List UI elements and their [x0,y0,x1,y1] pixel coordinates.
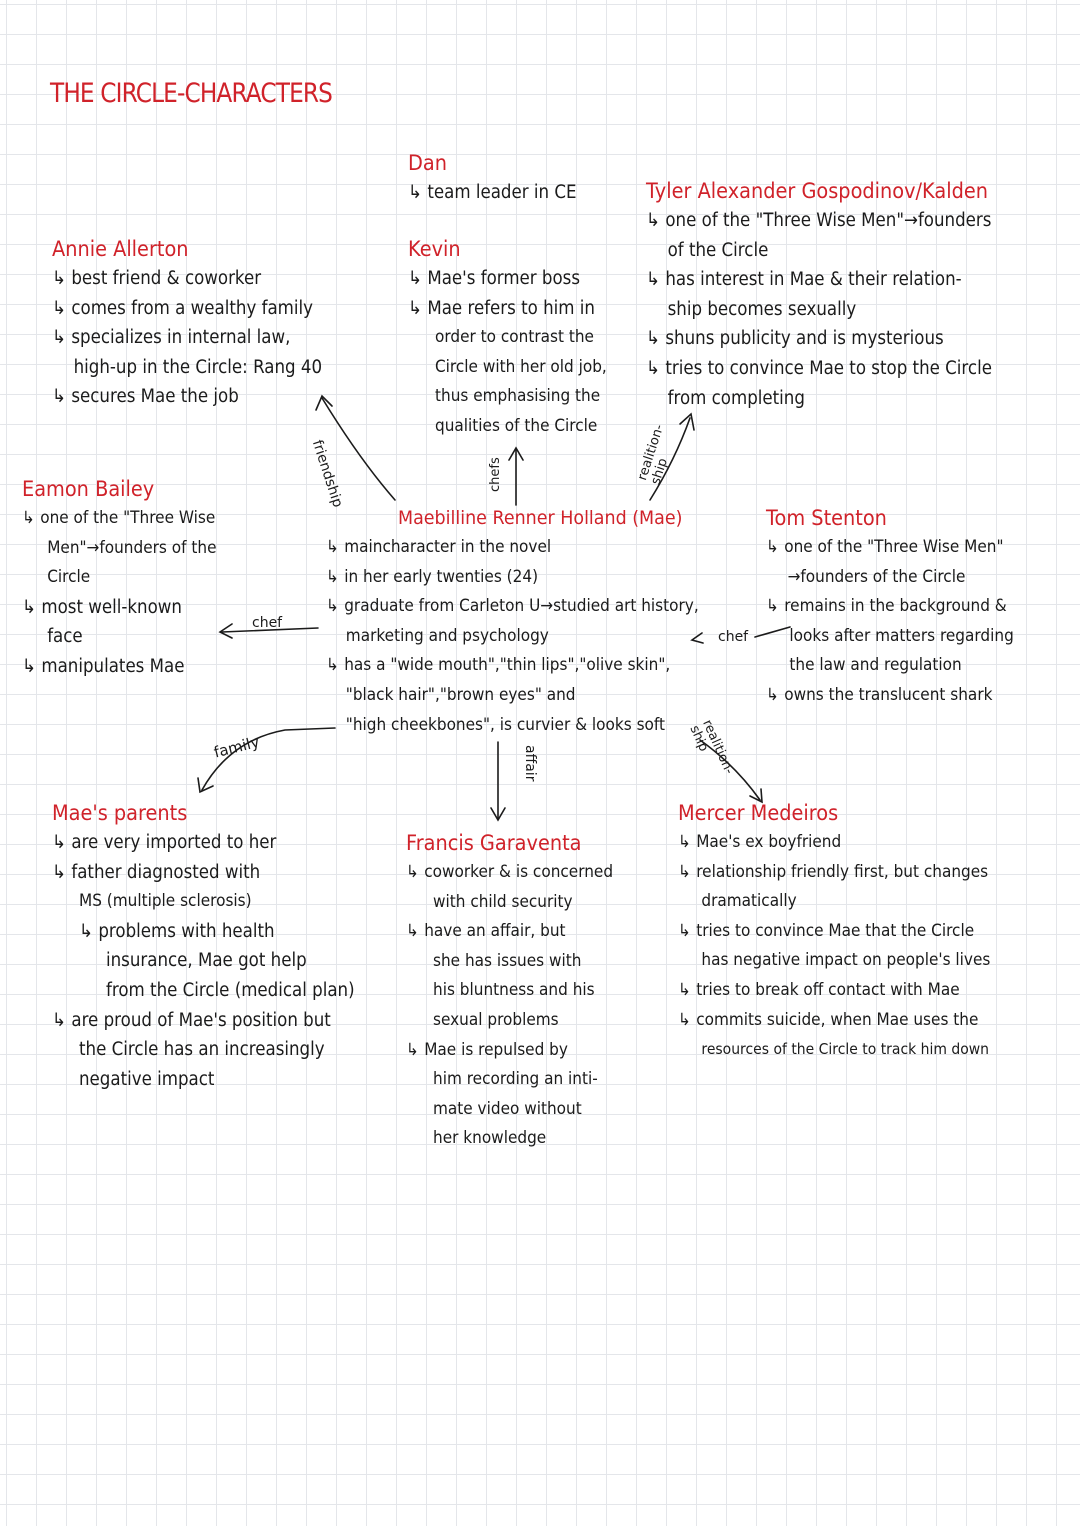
character-line: mate video without [433,1098,582,1119]
character-line: ↳ maincharacter in the novel [326,537,552,557]
character-line: →founders of the Circle [787,566,966,587]
character-name: Annie Allerton [52,237,189,261]
character-line: the Circle has an increasingly [79,1039,325,1061]
character-line: sexual problems [433,1009,559,1030]
character-line: ↳ has interest in Mae & their relation- [646,269,962,291]
arrow-icon: ↳ [766,596,779,617]
arrow-icon: ↳ [52,1009,66,1031]
character-line: Circle [47,567,91,588]
character-line: ↳ remains in the background & [766,596,1007,617]
arrow-icon: ↳ [766,537,779,557]
character-line: Men"→founders of the [47,537,217,558]
character-line: ↳ specializes in internal law, [52,327,291,349]
arrow-icon: ↳ [406,862,419,882]
character-line: ↳ tries to convince Mae that the Circle [678,920,975,941]
character-line: ↳ most well-known [22,596,182,618]
character-name: Eamon Bailey [22,477,155,501]
character-line: with child security [433,891,573,912]
character-line: his bluntness and his [433,980,595,1001]
character-line: ↳ has a "wide mouth","thin lips","olive skin", [326,655,671,676]
character-line: ↳ one of the "Three Wise [22,508,216,528]
arrow-icon: ↳ [408,297,422,319]
character-line: resources of the Circle to track him down [701,1040,990,1059]
character-line: she has issues with [433,950,582,971]
character-line: qualities of the Circle [435,415,598,436]
character-line: ↳ best friend & coworker [52,268,262,289]
character-line: ↳ relationship friendly first, but changes [678,861,989,882]
character-line: ↳ problems with health [79,920,275,942]
character-parents [52,798,388,1094]
arrow-icon: ↳ [79,920,93,942]
character-line: "high cheekbones", is curvier & looks soft [345,714,666,735]
arrow-icon: ↳ [646,269,660,291]
page-title: THE CIRCLE-CHARACTERS [50,78,333,109]
character-line: ↳ secures Mae the job [52,386,239,408]
character-line: ↳ owns the translucent shark [766,684,993,705]
character-line: ↳ commits suicide, when Mae uses the [678,1009,979,1030]
character-line: high-up in the Circle: Rang 40 [73,356,323,378]
character-line: has negative impact on people's lives [701,950,991,971]
arrow-icon: ↳ [678,1009,691,1030]
arrow-icon: ↳ [406,921,419,942]
character-line: ↳ in her early twenties (24) [326,566,539,587]
arrow-icon: ↳ [408,268,422,289]
character-line: ↳ team leader in CE [408,182,577,203]
character-name: Mercer Medeiros [678,801,839,825]
arrow-icon: ↳ [646,357,660,379]
relation-friendship: friendship [308,438,346,510]
character-mercer [678,798,1025,1065]
character-line: him recording an inti- [433,1069,598,1090]
arrow-icon: ↳ [406,1039,419,1060]
character-mae [398,503,707,533]
arrow-icon: ↳ [52,386,66,408]
arrow-icon: ↳ [766,684,779,705]
relation-chef-tom: chef [718,629,749,645]
character-line: ↳ are very imported to her [52,832,277,853]
arrow-icon: ↳ [22,655,36,677]
character-line: ↳ tries to convince Mae to stop the Circle [646,357,992,379]
arrow-icon: ↳ [408,182,422,203]
character-line: "black hair","brown eyes" and [345,684,576,705]
character-line: ↳ one of the "Three Wise Men" [766,537,1004,557]
character-line: order to contrast the [435,327,594,348]
arrow-icon: ↳ [646,210,660,231]
relation-realtionship-tyler: realition-ship [635,422,671,487]
character-name: Maebilline Renner Holland (Mae) [398,507,683,529]
character-line: from completing [667,387,805,409]
arrow-icon: ↳ [52,832,66,853]
character-name: Tom Stenton [766,506,887,530]
character-francis [406,828,636,1154]
character-name: Tyler Alexander Gospodinov/Kalden [646,179,988,203]
relation-chef-eamon: chef [252,615,283,631]
arrow-icon: ↳ [326,537,339,557]
character-eamon [22,474,238,682]
character-line: ↳ Mae's former boss [408,268,581,289]
character-dan [408,148,595,208]
arrow-icon: ↳ [326,596,339,617]
character-line: from the Circle (medical plan) [106,979,355,1001]
character-line: ↳ Mae is repulsed by [406,1039,568,1060]
character-line: ↳ one of the "Three Wise Men"→founders [646,210,992,231]
character-line: ↳ Mae's ex boyfriend [678,832,842,852]
relation-realtionship-mercer: realition-ship [686,717,737,777]
character-line: negative impact [79,1068,215,1090]
character-line: ↳ manipulates Mae [22,655,185,677]
character-line: thus emphasising the [435,386,601,407]
character-line: ↳ graduate from Carleton U→studied art history, [326,596,699,617]
arrow-icon: ↳ [646,328,660,350]
character-name: Dan [408,151,447,175]
character-line: dramatically [701,891,797,912]
arrow-icon: ↳ [22,508,35,528]
character-line: Circle with her old job, [435,356,607,377]
character-line: ↳ are proud of Mae's position but [52,1009,331,1031]
character-annie [52,234,352,412]
arrow-icon: ↳ [678,979,691,1000]
character-line: of the Circle [667,239,769,261]
arrow-icon: ↳ [326,566,339,587]
character-line: ↳ shuns publicity and is mysterious [646,328,944,350]
character-line: ↳ comes from a wealthy family [52,297,313,319]
character-line: her knowledge [433,1128,547,1149]
character-tom [766,503,1041,711]
character-line: ship becomes sexually [667,298,857,320]
arrow-icon: ↳ [678,861,691,882]
character-line: marketing and psychology [345,625,549,646]
relation-affair: affair [522,745,538,782]
character-line: MS (multiple sclerosis) [79,891,252,912]
character-line: face [47,626,83,648]
character-line: looks after matters regarding [789,625,1014,646]
arrow-icon: ↳ [22,596,36,618]
character-line: ↳ father diagnosted with [52,861,261,883]
character-line: ↳ Mae refers to him in [408,297,595,319]
character-line: ↳ have an affair, but [406,921,566,942]
character-line: the law and regulation [789,655,962,676]
character-line: insurance, Mae got help [106,950,307,972]
relation-family: family [212,732,262,762]
arrow-icon: ↳ [678,832,691,852]
relation-chefs: chefs [488,457,503,492]
arrow-icon: ↳ [678,920,691,941]
character-line: ↳ coworker & is concerned [406,862,614,882]
character-line: ↳ tries to break off contact with Mae [678,979,960,1000]
arrow-icon: ↳ [52,297,66,319]
character-tyler [646,176,1030,413]
arrow-icon: ↳ [326,655,339,676]
arrow-icon: ↳ [52,861,66,883]
arrow-icon: ↳ [52,327,66,349]
arrow-icon: ↳ [52,268,66,289]
character-name: Kevin [408,237,461,261]
character-kevin [408,234,629,442]
character-name: Francis Garaventa [406,831,582,855]
character-name: Mae's parents [52,801,188,825]
character-mae-details [326,533,740,740]
